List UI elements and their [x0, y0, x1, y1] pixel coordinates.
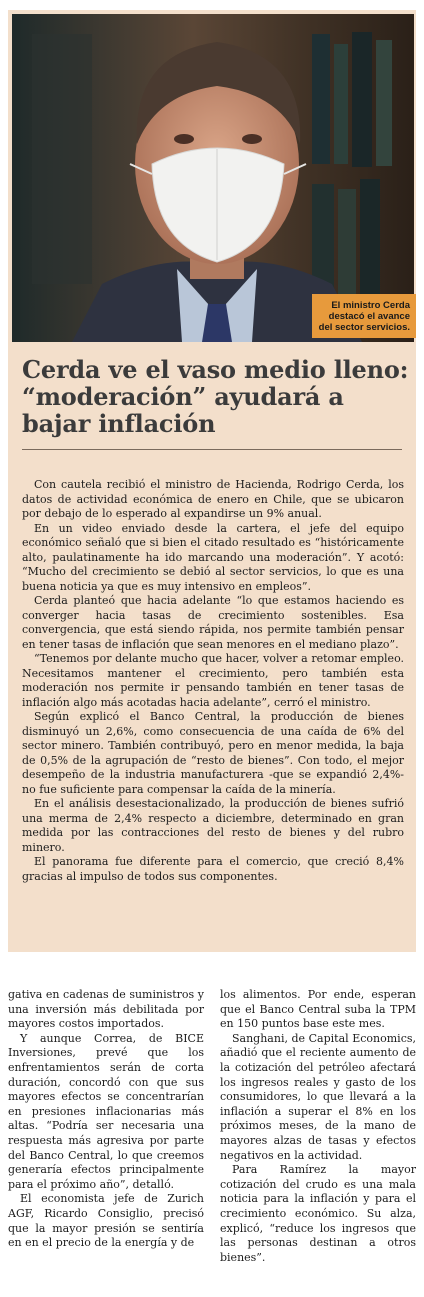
paragraph: El panorama fue diferente para el comercio, que creció 8,4% gracias al impulso de todos sus componentes. — [22, 855, 404, 883]
paragraph: Con cautela recibió el ministro de Hacienda, Rodrigo Cerda, los datos de actividad económica de enero en Chile, que se ubicaron por debajo de lo esperado al expandirse un 9% anual. — [22, 478, 404, 520]
headline-divider — [22, 449, 402, 450]
continued-columns — [8, 988, 416, 1288]
headline: Cerda ve el vaso medio lleno: “moderación” ayudará a bajar inflación — [22, 355, 409, 438]
paragraph: Y aunque Correa, de BICE Inversiones, prevé que los enfrentamientos serán de corta duración, concordó con que sus mayores efectos se concentrarían en presiones inflacionarias más altas. “Podría ser necesaria una respuesta más agresiva por parte del Banco Central, lo que creemos generaría efectos principalmente para el próximo año”, detalló. — [8, 1031, 204, 1191]
left-column — [8, 988, 204, 1251]
paragraph: “Tenemos por delante mucho que hacer, volver a retomar empleo. Necesitamos mantener el crecimiento, pero también esta moderación nos permite ir pensando también en tener tasas de inflación algo más acotadas hacia adelante”, cerró el ministro. — [22, 652, 404, 709]
paragraph: El economista jefe de Zurich AGF, Ricardo Consiglio, precisó que la mayor presión se sentiría en en el precio de la energía y de — [8, 1192, 204, 1250]
photo-caption: El ministro Cerda destacó el avance del sector servicios. — [312, 294, 416, 338]
paragraph: En un video enviado desde la cartera, el jefe del equipo económico señaló que si bien el citado resultado es “históricamente alto, paulatinamente ha ido marcando una moderación”. Y acotó: “Mucho del crecimiento se debió al sector servicios, lo que es una buena noticia ya que es muy intensivo en empleos”. — [22, 521, 404, 593]
article-body — [22, 478, 404, 884]
paragraph: los alimentos. Por ende, esperan que el Banco Central suba la TPM en 150 puntos base este mes. — [220, 988, 416, 1031]
paragraph: Según explicó el Banco Central, la producción de bienes disminuyó un 2,6%, como consecuencia de una caída de 6% del sector minero. También contribuyó, pero en menor medida, la baja de 0,5% de la agrupación de “resto de bienes”. Con todo, el mejor desempeño de la industria manufacturera -que se expandió 2,4%- no fue suficiente para compensar la caída de la minería. — [22, 710, 404, 796]
paragraph: En el análisis desestacionalizado, la producción de bienes sufrió una merma de 2,4% respecto a diciembre, determinado en gran medida por las contracciones del resto de bienes y del rubro minero. — [22, 797, 404, 854]
paragraph: Para Ramírez la mayor cotización del crudo es una mala noticia para la inflación y para el crecimiento económico. Su alza, explicó, “reduce los ingresos que las personas destinan a otros bienes”. — [220, 1163, 416, 1264]
paragraph: Sanghani, de Capital Economics, añadió que el reciente aumento de la cotización del petróleo afectará los ingresos reales y gasto de los consumidores, lo que llevará a la inflación a superar el 8% en los próximos meses, de la mano de mayores alzas de tasas y efectos negativos en la actividad. — [220, 1031, 416, 1162]
photo — [12, 14, 414, 342]
minister-photo-illustration — [12, 14, 414, 342]
paragraph: Cerda planteó que hacia adelante “lo que estamos haciendo es converger hacia tasas de crecimiento sostenibles. Esa convergencia, que está siendo rápida, nos permite también pensar en tener tasas de inflación que sean menores en el mediano plazo”. — [22, 594, 404, 651]
paragraph: gativa en cadenas de suministros y una inversión más debilitada por mayores costos importados. — [8, 988, 204, 1031]
right-column — [220, 988, 416, 1265]
